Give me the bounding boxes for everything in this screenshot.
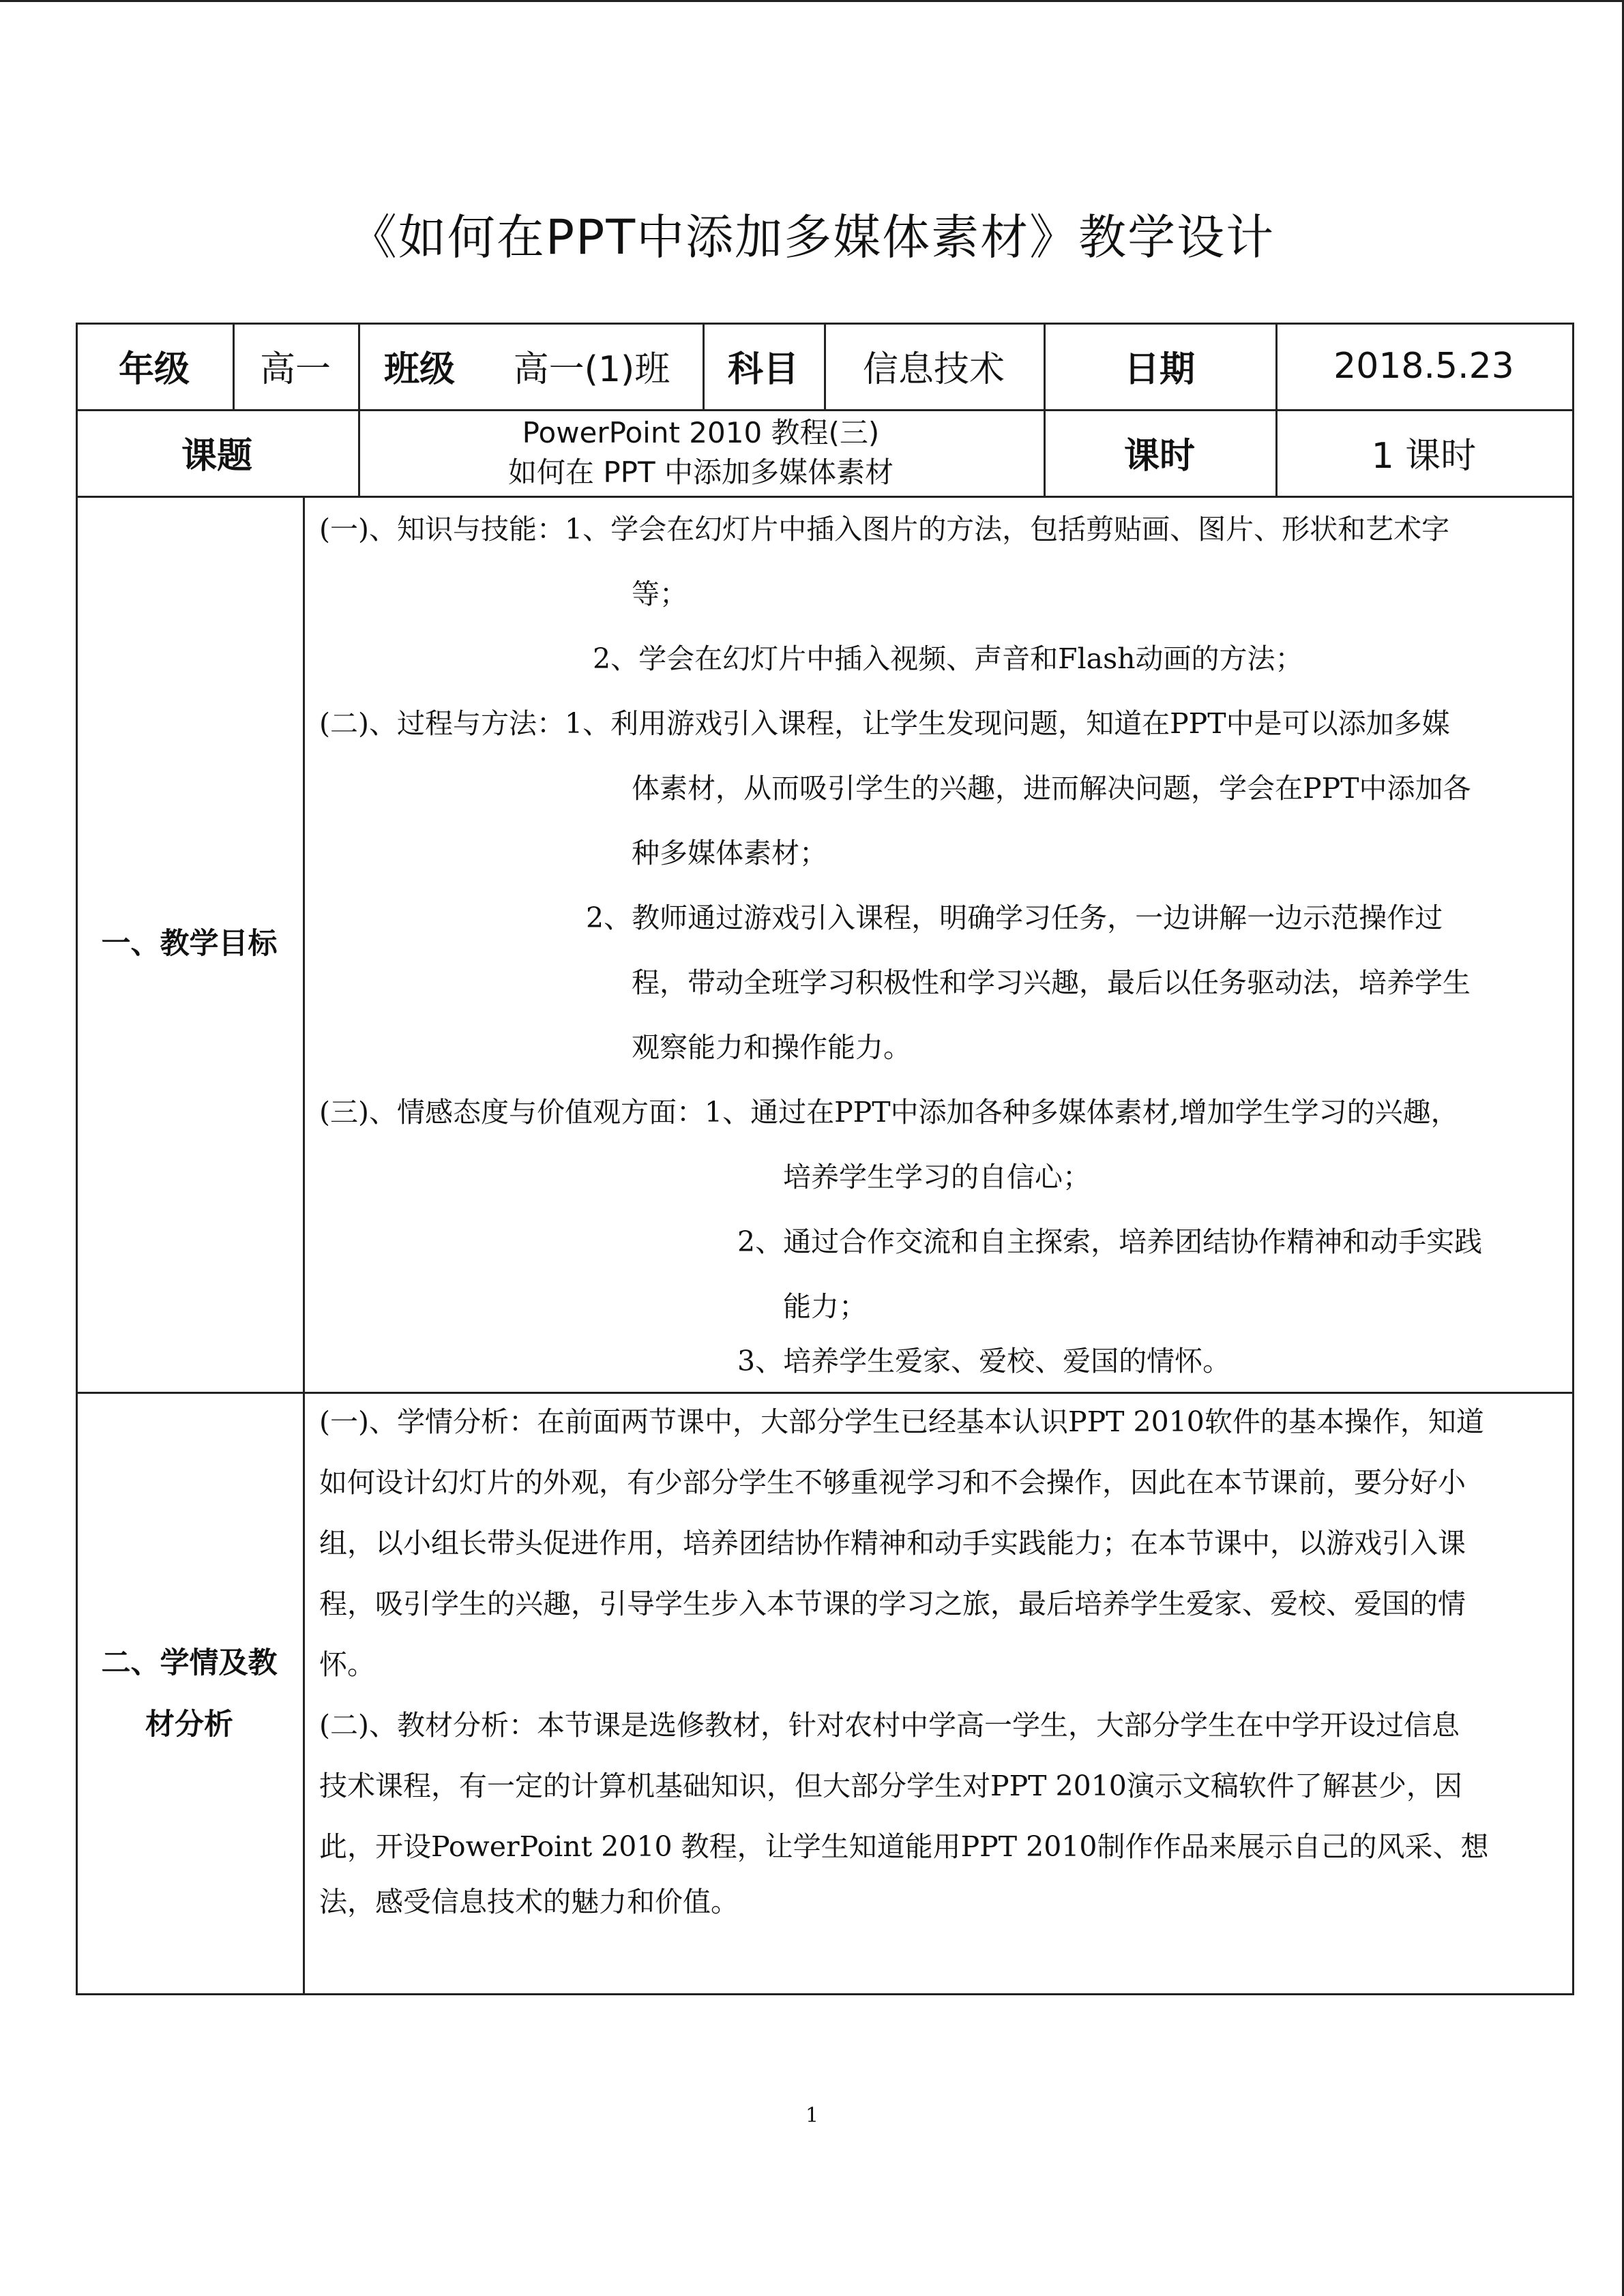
analysis-line: 此，开设PowerPoint 2010 教程，让学生知道能用PPT 2010制作作品来展示自己的风采、想: [319, 1830, 1489, 1863]
subject-value: 信息技术: [862, 349, 1005, 390]
table-rule: [1572, 323, 1574, 1995]
analysis-label: [76, 1394, 303, 1993]
objectives-line: 2、通过合作交流和自主探索，培养团结协作精神和动手实践: [737, 1225, 1483, 1258]
lesson-plan-table: [76, 323, 1574, 1995]
objectives-line: (三)、情感态度与价值观方面：1、通过在PPT中添加各种多媒体素材,增加学生学习的兴趣，: [319, 1096, 1459, 1129]
objectives-line: 3、培养学生爱家、爱校、爱国的情怀。: [737, 1345, 1231, 1377]
analysis-line: 怀。: [319, 1648, 375, 1681]
class-value: 高一(1)班: [513, 349, 670, 390]
topic-line-2: 如何在 PPT 中添加多媒体素材: [507, 455, 894, 489]
objectives-line: 等；: [632, 578, 688, 610]
analysis-line: 组，以小组长带头促进作用，培养团结协作精神和动手实践能力；在本节课中，以游戏引入课: [319, 1527, 1466, 1560]
subject-label: 科目: [727, 349, 799, 390]
topic-line-1: PowerPoint 2010 教程(三): [522, 415, 880, 449]
date-value: 2018.5.23: [1333, 345, 1514, 387]
page-number: 1: [805, 2104, 819, 2128]
date-label: 日期: [1123, 349, 1195, 390]
objectives-line: 2、教师通过游戏引入课程，明确学习任务，一边讲解一边示范操作过: [586, 901, 1443, 934]
table-rule: [303, 496, 305, 1995]
document-title: 《如何在PPT中添加多媒体素材》教学设计: [349, 209, 1275, 265]
page-edge-top: [0, 0, 1624, 2]
analysis-label-line-1: 二、学情及教: [101, 1645, 278, 1680]
analysis-line: 如何设计幻灯片的外观，有少部分学生不够重视学习和不会操作，因此在本节课前，要分好小: [319, 1466, 1466, 1499]
analysis-line: 技术课程，有一定的计算机基础知识，但大部分学生对PPT 2010演示文稿软件了解甚少，因: [319, 1770, 1462, 1802]
topic-value: [358, 409, 1044, 496]
analysis-line: (二)、教材分析：本节课是选修教材，针对农村中学高一学生，大部分学生在中学开设过信息: [319, 1709, 1460, 1742]
objectives-line: (二)、过程与方法：1、利用游戏引入课程，让学生发现问题，知道在PPT中是可以添加多媒: [319, 707, 1450, 740]
objectives-line: (一)、知识与技能：1、学会在幻灯片中插入图片的方法，包括剪贴画、图片、形状和艺术字: [319, 513, 1450, 546]
table-rule: [76, 1993, 1574, 1995]
objectives-line: 体素材，从而吸引学生的兴趣，进而解决问题，学会在PPT中添加各: [632, 772, 1471, 805]
class-label: 班级: [383, 349, 455, 390]
topic-label: 课题: [181, 436, 252, 477]
objectives-line: 种多媒体素材；: [632, 837, 827, 869]
hours-label: 课时: [1123, 436, 1195, 477]
objectives-label: 一、教学目标: [101, 927, 278, 961]
objectives-line: 2、学会在幻灯片中插入视频、声音和Flash动画的方法；: [593, 642, 1303, 675]
analysis-label-line-2: 材分析: [145, 1707, 233, 1742]
analysis-line: (一)、学情分析：在前面两节课中，大部分学生已经基本认识PPT 2010软件的基本操作，知道: [319, 1405, 1484, 1438]
analysis-line: 法，感受信息技术的魅力和价值。: [319, 1885, 739, 1918]
objectives-line: 观察能力和操作能力。: [632, 1031, 911, 1064]
grade-value: 高一: [259, 349, 331, 390]
objectives-line: 程，带动全班学习积极性和学习兴趣，最后以任务驱动法，培养学生: [632, 966, 1471, 999]
objectives-line: 能力；: [783, 1290, 867, 1323]
analysis-line: 程，吸引学生的兴趣，引导学生步入本节课的学习之旅，最后培养学生爱家、爱校、爱国的情: [319, 1587, 1466, 1620]
objectives-line: 培养学生学习的自信心；: [783, 1161, 1091, 1193]
grade-label: 年级: [118, 349, 190, 390]
hours-value: 1 课时: [1371, 436, 1477, 477]
